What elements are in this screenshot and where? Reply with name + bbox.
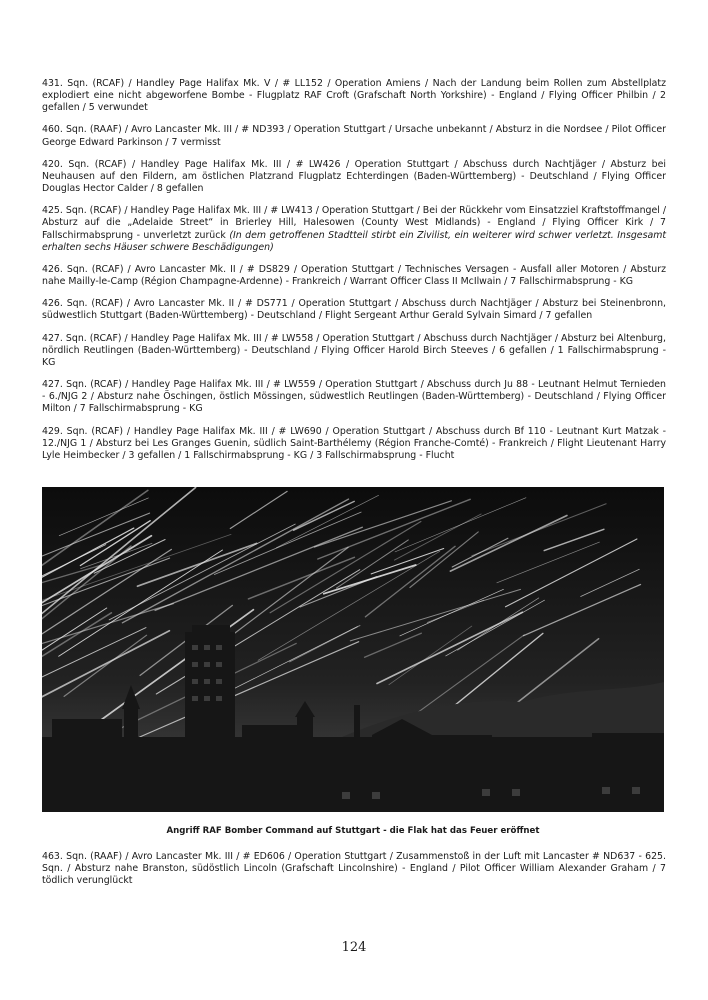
photo-caption: Angriff RAF Bomber Command auf Stuttgart - die Flak hat das Feuer eröffnet [166, 826, 540, 836]
entry-427-lw559 [42, 379, 666, 415]
entry-text: 431. Sqn. (RCAF) / Handley Page Halifax Mk. V / # LL152 / Operation Amiens / Nach der Landung beim Rollen zum Abstellplatz explodiert eine nicht abgeworfene Bombe - Flugplatz RAF Croft (Grafschaft North Yorkshire) - England / Flying Officer Philbin / 2 gefallen / 5 verwundet [42, 78, 666, 114]
entry-list-continued [42, 851, 666, 897]
entry-431-ll152 [42, 78, 666, 114]
entry-text: 460. Sqn. (RAAF) / Avro Lancaster Mk. III / # ND393 / Operation Stuttgart / Ursache unbekannt / Absturz in die Nordsee / Pilot Officer George Edward Parkinson / 7 vermisst [42, 124, 666, 148]
entry-429-lw690 [42, 426, 666, 462]
entry-text: 429. Sqn. (RCAF) / Handley Page Halifax Mk. III / # LW690 / Operation Stuttgart / Abschuss durch Bf 110 - Leutnant Kurt Matzak - 12./NJG 1 / Absturz bei Les Granges Guenin, südlich Saint-Barthélemy (Région Franche-Comté) - Frankreich / Flight Lieutenant Harry Lyle Heimbecker / 3 gefallen / 1 Fallschirmabsprung - KG / 3 Fallschirmabsprung - Flucht [42, 425, 666, 461]
entry-list [42, 78, 666, 472]
entry-note: (In dem getroffenen Stadtteil stirbt ein Zivilist, ein weiterer wird schwer verletzt. Insgesamt erhalten sechs Häuser schwere Beschädigungen) [42, 229, 667, 253]
flak-night-photo [42, 487, 664, 812]
entry-427-lw558 [42, 333, 666, 369]
entry-text: 427. Sqn. (RCAF) / Handley Page Halifax Mk. III / # LW558 / Operation Stuttgart / Abschuss durch Nachtjäger / Absturz bei Altenburg, nördlich Reutlingen (Baden-Württemberg) - Deutschland / Flying Officer Harold Birch Steeves / 6 gefallen / 1 Fallschirmabsprung - KG [42, 332, 666, 368]
entry-425-lw413 [42, 205, 666, 253]
page-number: 124 [341, 940, 367, 955]
entry-text: 427. Sqn. (RCAF) / Handley Page Halifax Mk. III / # LW559 / Operation Stuttgart / Abschuss durch Ju 88 - Leutnant Helmut Ternieden - 6./NJG 2 / Absturz nahe Öschingen, östlich Mössingen, südwestlich Reutlingen (Baden-Württemberg) - Deutschland / Flying Officer Milton / 7 Fallschirmabsprung - KG [42, 379, 666, 415]
entry-426-ds771 [42, 298, 666, 322]
entry-text: 425. Sqn. (RCAF) / Handley Page Halifax Mk. III / # LW413 / Operation Stuttgart / Bei der Rückkehr vom Einsatzziel Kraftstoffmangel / Absturz auf die „Adelaide Street“ in Brierley Hill, Halesowen (County West Midlands) - England / Flying Officer Kirk / 7 Fallschirmabsprung - unverletzt zurück [42, 205, 666, 241]
entry-420-lw426 [42, 159, 666, 195]
entry-463-ed606 [42, 851, 666, 887]
entry-text: 420. Sqn. (RCAF) / Handley Page Halifax Mk. III / # LW426 / Operation Stuttgart / Abschuss durch Nachtjäger / Absturz bei Neuhausen auf den Fildern, am östlichen Platzrand Flugplatz Echterdingen (Baden-Württemberg) - Deutschland / Flying Officer Douglas Hector Calder / 8 gefallen [42, 158, 666, 195]
entry-426-ds829 [42, 264, 666, 288]
entry-text: 463. Sqn. (RAAF) / Avro Lancaster Mk. III / # ED606 / Operation Stuttgart / Zusammenstoß in der Luft mit Lancaster # ND637 - 625. Sqn. / Absturz nahe Branston, südöstlich Lincoln (Grafschaft Lincolnshire) - England / Pilot Officer William Alexander Graham / 7 tödlich verunglückt [42, 851, 666, 887]
entry-460-nd393 [42, 124, 666, 148]
entry-text: 426. Sqn. (RCAF) / Avro Lancaster Mk. II / # DS771 / Operation Stuttgart / Abschuss durch Nachtjäger / Absturz bei Steinenbronn, südwestlich Stuttgart (Baden-Württemberg) - Deutschland / Flight Sergeant Arthur Gerald Sylvain Simard / 7 gefallen [42, 298, 666, 322]
entry-text: 426. Sqn. (RCAF) / Avro Lancaster Mk. II / # DS829 / Operation Stuttgart / Technisches Versagen - Ausfall aller Motoren / Absturz nahe Mailly-le-Camp (Région Champagne-Ardenne) - Frankreich / Warrant Officer Class II McIlwain / 7 Fallschirmabsprung - KG [42, 263, 666, 287]
photo-illustration [42, 487, 664, 812]
